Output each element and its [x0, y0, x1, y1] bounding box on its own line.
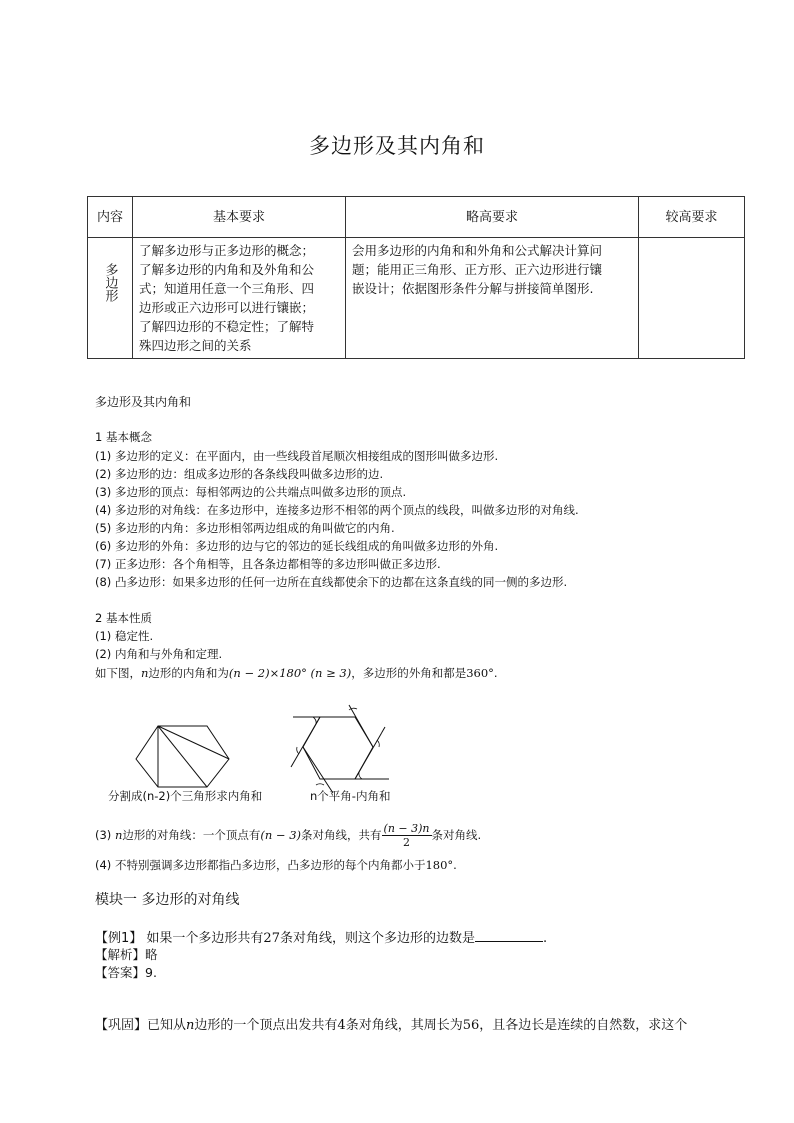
hexagon: [303, 717, 373, 779]
text: (4) 不特别强调多边形都指凸多边形，凸多边形的每个内角都小于: [95, 858, 426, 872]
text: 略: [145, 947, 158, 962]
property-item: (1) 稳定性.: [95, 629, 154, 643]
property-item: (2) 内角和与外角和定理.: [95, 647, 223, 661]
text: 边形的一个顶点出发共有: [194, 1018, 338, 1033]
exterior-angles-hexagon-figure: [285, 695, 395, 795]
extension-line: [355, 727, 385, 779]
concept-item: (6) 多边形的外角：多边形的边与它的邻边的延长线组成的角叫做多边形的外角.: [95, 539, 499, 553]
concept-item: (1) 多边形的定义：在平面内，由一些线段首尾顺次相接组成的图形叫做多边形.: [95, 449, 499, 463]
math-value: 56: [462, 1018, 480, 1033]
concept-item: (4) 多边形的对角线：在多边形中，连接多边形不相邻的两个顶点的线段，叫做多边形的对角线.: [95, 503, 579, 517]
requirements-table: [87, 196, 745, 359]
text: 条对角线.: [431, 828, 482, 842]
consolidate-label: 【巩固】: [95, 1018, 148, 1033]
analysis-line: [95, 945, 158, 963]
math-formula: (n − 2)×180° (n ≥ 3): [228, 666, 352, 680]
cell-line: 了解四边形的不稳定性；了解特: [139, 319, 315, 334]
example-label: 【例1】: [95, 931, 143, 946]
property-item: [95, 664, 498, 682]
diagonal-count-line: [95, 822, 481, 849]
concepts-heading: 1 基本概念: [95, 430, 152, 444]
table-header-row: [88, 197, 745, 238]
table-header-cell: 较高要求: [639, 197, 745, 238]
text: .: [453, 858, 457, 872]
extension-line: [291, 717, 320, 767]
figure-caption: n个平角-内角和: [310, 789, 391, 803]
example-question: [95, 927, 547, 946]
answer-blank[interactable]: [475, 929, 543, 942]
text: ，且各边长是连续的自然数，求这个: [479, 1018, 688, 1033]
cell-line: 题；能用正三角形、正方形、正六边形进行镶: [352, 262, 603, 277]
cell-line: 式；知道用任意一个三角形、四: [139, 281, 315, 296]
table-header-cell: 基本要求: [133, 197, 346, 238]
cell-line: 边形或正六边形可以进行镶嵌；: [139, 300, 315, 315]
figure-caption: 分割成(n-2)个三角形求内角和: [108, 789, 263, 803]
angle-arc: [316, 784, 324, 785]
angle-arc: [359, 772, 362, 779]
answer-line: [95, 963, 157, 981]
analysis-label: 【解析】: [95, 947, 146, 962]
math-value: 180°: [425, 858, 454, 872]
diagonal: [158, 726, 207, 787]
text: 边形的对角线：一个顶点有: [122, 828, 261, 842]
math-n: n: [186, 1018, 195, 1033]
extension-line: [349, 705, 373, 747]
cell-line: 了解多边形与正多边形的概念；: [139, 243, 315, 258]
table-row: [88, 238, 745, 359]
angle-arc: [349, 708, 357, 710]
consolidate-question: [95, 1014, 687, 1033]
page-title: 多边形及其内角和: [309, 134, 485, 158]
fraction-numerator: (n − 3)n: [383, 822, 430, 835]
math-n: n: [141, 666, 149, 680]
topic-label: 多边形: [102, 263, 118, 302]
table-cell-higher: [346, 238, 639, 359]
fraction: [382, 822, 432, 849]
cell-line: 会用多边形的内角和和外角和公式解决计算问: [352, 243, 603, 258]
math-value: 4: [337, 1018, 346, 1033]
text: 边形的内角和为: [148, 666, 229, 680]
text: 条对角线，共有: [301, 828, 382, 842]
concept-item: (3) 多边形的顶点：每相邻两边的公共端点叫做多边形的顶点.: [95, 485, 407, 499]
text: 如下图，: [95, 666, 141, 680]
concept-item: (7) 正多边形：各个角相等，且各条边都相等的多边形叫做正多边形.: [95, 557, 441, 571]
text: .: [493, 666, 498, 680]
text: 如果一个多边形共有: [142, 931, 264, 946]
text: 条对角线，则这个多边形的边数是: [279, 931, 475, 946]
text: 9.: [145, 965, 157, 980]
math-value: 360°: [466, 666, 494, 680]
table-header-cell: 内容: [88, 197, 133, 238]
text: ，多边形的外角和都是: [351, 666, 467, 680]
text: .: [542, 931, 548, 946]
text: 条对角线，其周长为: [345, 1018, 463, 1033]
answer-label: 【答案】: [95, 965, 146, 980]
module-heading: 模块一 多边形的对角线: [95, 892, 240, 908]
cell-line: 嵌设计；依据图形条件分解与拼接简单图形.: [352, 281, 594, 296]
section-title: 多边形及其内角和: [95, 395, 192, 409]
table-header-cell: 略高要求: [346, 197, 639, 238]
text: 已知从: [147, 1018, 187, 1033]
cell-line: 了解多边形的内角和及外角和公: [139, 262, 315, 277]
extension-line: [303, 747, 333, 793]
math-expr: (n − 3): [260, 828, 302, 842]
table-cell-highest: [639, 238, 745, 359]
properties-heading: 2 基本性质: [95, 611, 152, 625]
convex-note: [95, 856, 457, 874]
concept-item: (2) 多边形的边：组成多边形的各条线段叫做多边形的边.: [95, 467, 384, 481]
text: (3): [95, 828, 115, 842]
triangulated-hexagon-figure: [125, 712, 235, 790]
math-value: 27: [263, 931, 280, 946]
math-n: n: [114, 828, 123, 842]
angle-arc: [313, 717, 316, 724]
concept-item: (5) 多边形的内角：多边形相邻两边组成的角叫做它的内角.: [95, 521, 395, 535]
fraction-denominator: 2: [403, 836, 411, 849]
cell-line: 殊四边形之间的关系: [139, 338, 252, 353]
concept-item: (8) 凸多边形：如果多边形的任何一边所在直线都使余下的边都在这条直线的同一侧的多边形.: [95, 575, 568, 589]
table-cell-topic: [88, 238, 133, 359]
table-cell-basic: [133, 238, 346, 359]
